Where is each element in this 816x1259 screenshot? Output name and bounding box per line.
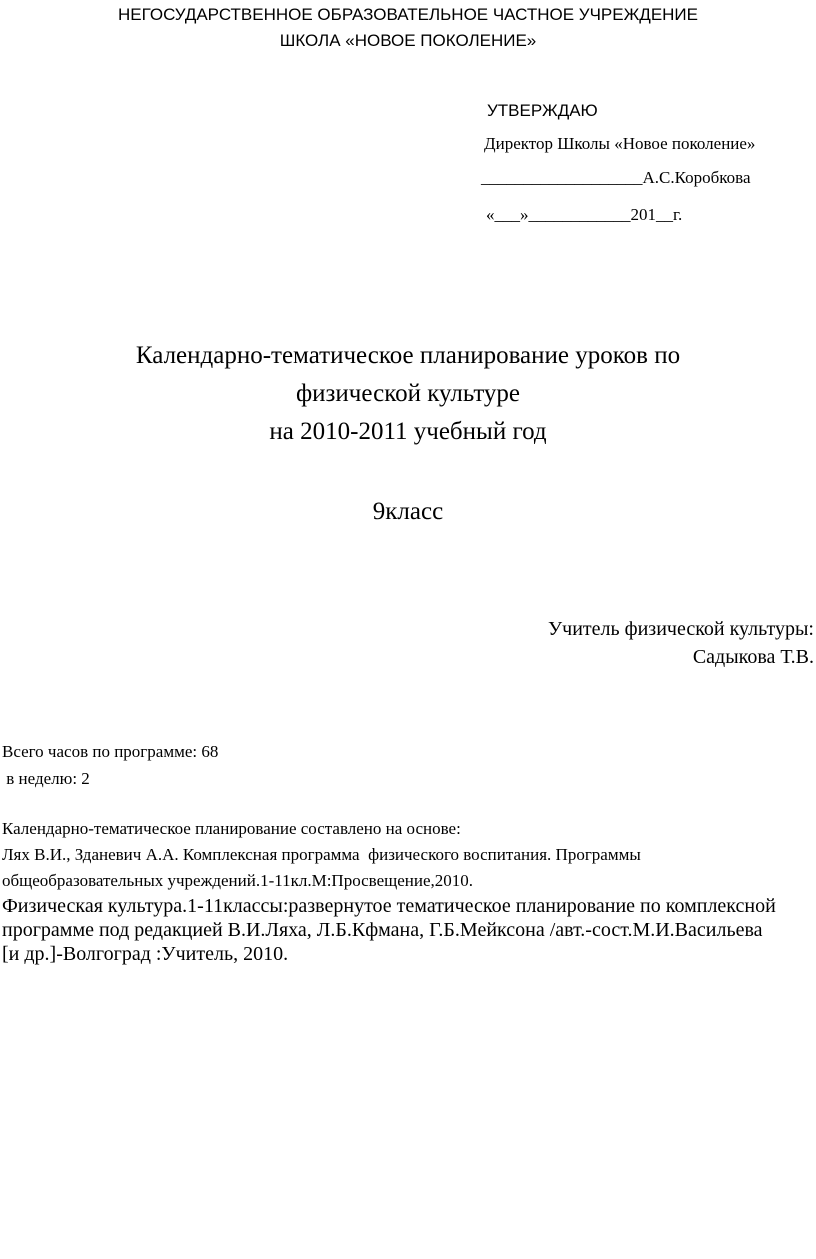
approval-date-line: «___»____________201__г. xyxy=(486,205,683,224)
basis-source1-line2: общеобразовательных учреждений.1-11кл.М:Просвещение,2010. xyxy=(2,871,474,890)
approval-label: УТВЕРЖДАЮ xyxy=(487,101,598,120)
organization-name-line2: ШКОЛА «НОВОЕ ПОКОЛЕНИЕ» xyxy=(279,31,537,50)
basis-source2-line1: Физическая культура.1-11классы:развернутое тематическое планирование по комплексной xyxy=(2,895,776,917)
document-title-line3: на 2010-2011 учебный год xyxy=(269,418,547,445)
total-hours: Всего часов по программе: 68 xyxy=(2,742,219,761)
teacher-name: Садыкова Т.В. xyxy=(692,646,814,668)
basis-source2-line2: программе под редакцией В.И.Ляха, Л.Б.Кфмана, Г.Б.Мейксона /авт.-сост.М.И.Васильева xyxy=(2,919,763,941)
document-title-line2: физической культуре xyxy=(295,380,521,407)
basis-intro: Календарно-тематическое планирование составлено на основе: xyxy=(2,819,461,838)
basis-source2-line3: [и др.]-Волгоград :Учитель, 2010. xyxy=(2,943,289,965)
teacher-role: Учитель физической культуры: xyxy=(548,618,814,640)
approval-position: Директор Школы «Новое поколение» xyxy=(484,134,756,153)
basis-source1-line1: Лях В.И., Зданевич А.А. Комплексная программа физического воспитания. Программы xyxy=(2,845,641,864)
organization-name-line1: НЕГОСУДАРСТВЕННОЕ ОБРАЗОВАТЕЛЬНОЕ ЧАСТНОЕ УЧРЕЖДЕНИЕ xyxy=(117,5,698,24)
approval-signature-line: ___________________А.С.Коробкова xyxy=(481,168,751,187)
grade-label: 9класс xyxy=(372,498,444,525)
weekly-hours: в неделю: 2 xyxy=(2,769,90,788)
document-title-line1: Календарно-тематическое планирование уроков по xyxy=(135,342,681,369)
